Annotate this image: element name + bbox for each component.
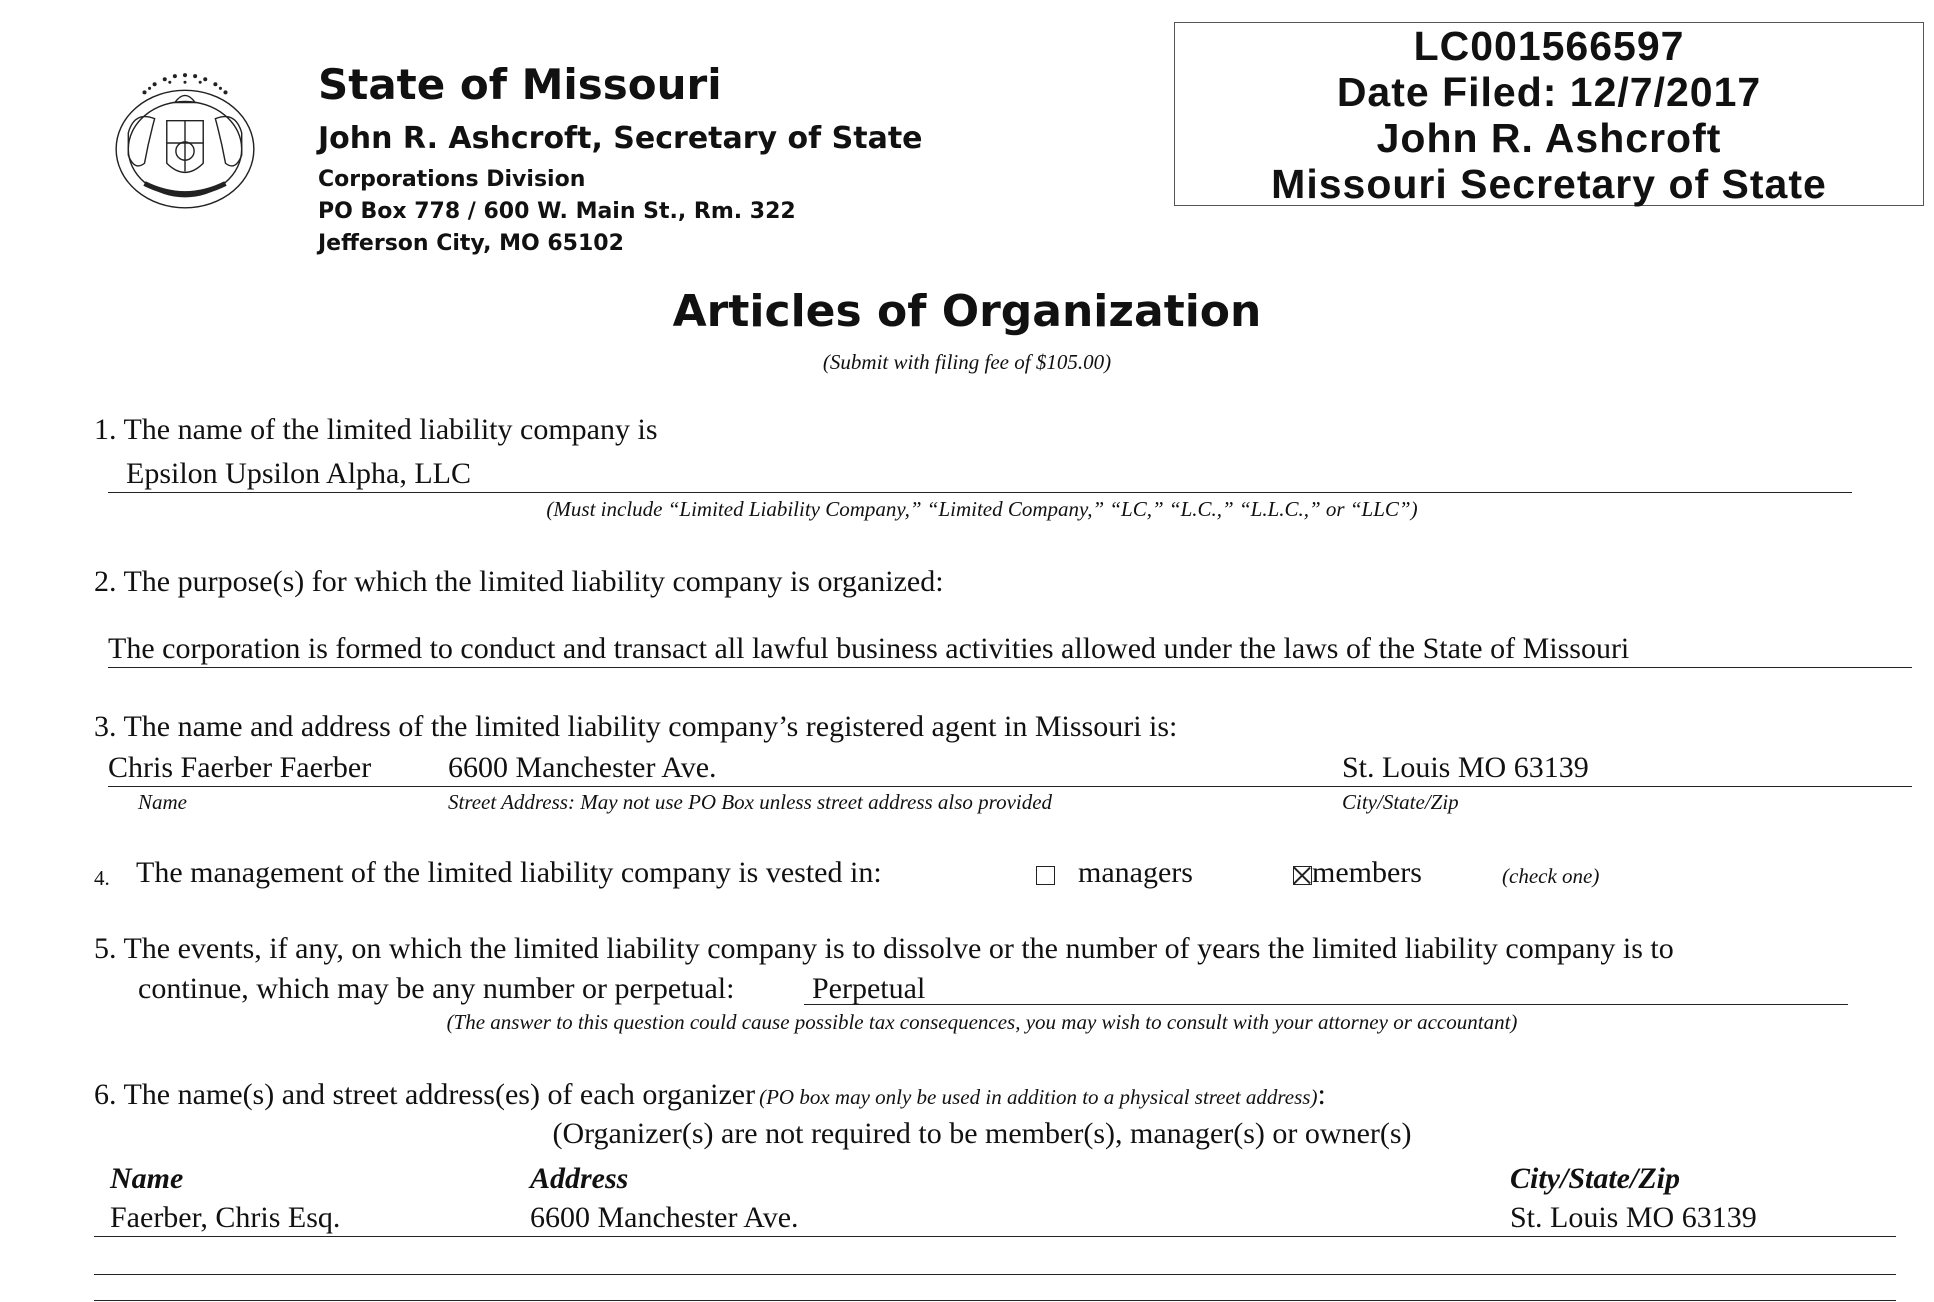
q6-label-colon: :: [1317, 1078, 1326, 1111]
q6-label: 6. The name(s) and street address(es) of each organizer: [94, 1078, 756, 1111]
q5-hint: (The answer to this question could cause possible tax consequences, you may wish to consult with your attorney or accountant): [446, 1010, 1518, 1034]
q3-label: 3. The name and address of the limited liability company’s registered agent in Missouri is:: [94, 710, 1178, 743]
division-city: Jefferson City, MO 65102: [318, 231, 624, 256]
fee-note: (Submit with filing fee of $105.00): [822, 350, 1112, 374]
agent-city-field[interactable]: St. Louis MO 63139: [1342, 751, 1589, 784]
duration-field[interactable]: Perpetual: [812, 972, 926, 1005]
q6-label-row: [94, 1078, 1326, 1112]
q4-hint: (check one): [1502, 864, 1600, 888]
q5-label-line2: continue, which may be any number or perpetual:: [138, 972, 735, 1005]
stamp-office: Missouri Secretary of State: [1271, 161, 1827, 207]
charter-number: LC001566597: [1413, 23, 1685, 69]
missouri-state-seal-icon: [104, 62, 266, 224]
q1-label: 1. The name of the limited liability company is: [94, 413, 658, 446]
stamp-secretary-name: John R. Ashcroft: [1376, 115, 1722, 161]
managers-option-label: managers: [1078, 856, 1193, 889]
organizer-city-header: City/State/Zip: [1510, 1162, 1680, 1195]
agent-street-hint: Street Address: May not use PO Box unless street address also provided: [448, 790, 1053, 814]
organizer-row-3-underline[interactable]: [94, 1300, 1896, 1301]
organizer-row-2-underline[interactable]: [94, 1274, 1896, 1275]
state-title: State of Missouri: [318, 60, 722, 109]
q2-underline: [108, 667, 1912, 668]
agent-city-hint: City/State/Zip: [1342, 790, 1459, 814]
agent-name-hint: Name: [138, 790, 187, 814]
managers-checkbox[interactable]: [1036, 866, 1055, 885]
purpose-field[interactable]: The corporation is formed to conduct and transact all lawful business activities allowed under the laws of the State of Missouri: [108, 632, 1630, 665]
q2-label: 2. The purpose(s) for which the limited liability company is organized:: [94, 565, 944, 598]
organizer-name-header: Name: [110, 1162, 184, 1195]
q1-underline: [108, 492, 1852, 493]
q4-number: 4.: [94, 866, 110, 890]
organizer-city-field[interactable]: St. Louis MO 63139: [1510, 1201, 1757, 1234]
agent-street-field[interactable]: 6600 Manchester Ave.: [448, 751, 717, 784]
members-checkbox[interactable]: [1293, 866, 1312, 885]
q4-label: The management of the limited liability company is vested in:: [136, 856, 882, 889]
division-address: PO Box 778 / 600 W. Main St., Rm. 322: [318, 199, 796, 224]
q6-subnote: (Organizer(s) are not required to be member(s), manager(s) or owner(s): [552, 1117, 1412, 1150]
division-name: Corporations Division: [318, 167, 586, 192]
date-filed: Date Filed: 12/7/2017: [1336, 69, 1762, 115]
members-option-label: members: [1312, 856, 1422, 889]
agent-name-field[interactable]: Chris Faerber Faerber: [108, 751, 372, 784]
organizer-name-field[interactable]: Faerber, Chris Esq.: [110, 1201, 341, 1234]
organizer-address-header: Address: [530, 1162, 629, 1195]
q5-label-line1: 5. The events, if any, on which the limited liability company is to dissolve or the number of years the limited liability company is to: [94, 932, 1674, 965]
q1-hint: (Must include “Limited Liability Company,” “Limited Company,” “LC,” “L.C.,” “L.L.C.,” or “LLC”): [546, 497, 1418, 521]
organizer-address-field[interactable]: 6600 Manchester Ave.: [530, 1201, 799, 1234]
q3-underline: [108, 786, 1912, 787]
form-title: Articles of Organization: [672, 286, 1262, 337]
q5-underline: [804, 1004, 1848, 1005]
organizer-row-1-underline: [94, 1236, 1896, 1237]
filing-stamp: [1174, 22, 1924, 206]
secretary-name: John R. Ashcroft, Secretary of State: [318, 121, 923, 156]
q6-label-hint: (PO box may only be used in addition to a physical street address): [759, 1085, 1318, 1109]
company-name-field[interactable]: Epsilon Upsilon Alpha, LLC: [126, 457, 471, 490]
